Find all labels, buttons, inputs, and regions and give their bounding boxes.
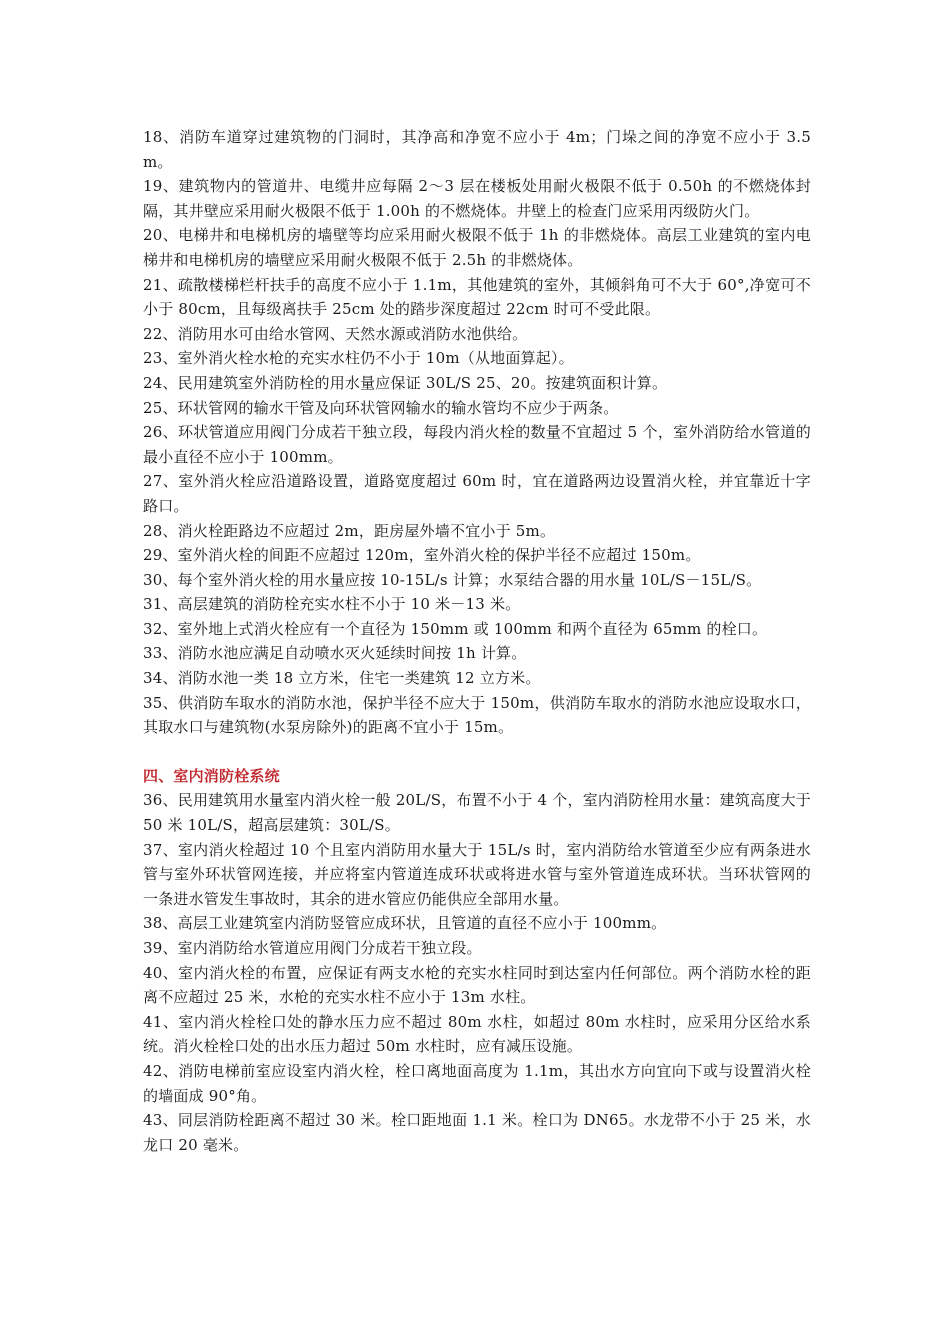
clause-30: 30、每个室外消火栓的用水量应按 10-15L/s 计算；水泵结合器的用水量 10L/S－15L/S。 (143, 570, 762, 589)
clause-27: 27、室外消火栓应沿道路设置，道路宽度超过 60m 时，宜在道路两边设置消火栓，并宜靠近十字路口。 (143, 472, 811, 515)
clause-28: 28、消火栓距路边不应超过 2m，距房屋外墙不宜小于 5m。 (143, 521, 556, 540)
clause-35: 35、供消防车取水的消防水池，保护半径不应大于 150m，供消防车取水的消防水池应设取水口，其取水口与建筑物(水泵房除外)的距离不宜小于 15m。 (143, 693, 811, 737)
clause-26: 26、环状管道应用阀门分成若干独立段，每段内消火栓的数量不宜超过 5 个，室外消防给水管道的最小直径不应小于 100mm。 (143, 423, 811, 466)
clause-37: 37、室内消火栓超过 10 个且室内消防用水量大于 15L/s 时，室内消防给水管道至少应有两条进水管与室外环状管网连接，并应将室内管道连成环状或将进水管与室外管道连成环状。当环状管网的一条进水管发生事故时，其余的进水管应仍能供应全部用水量。 (143, 840, 811, 908)
clause-33: 33、消防水池应满足自动喷水灭火延续时间按 1h 计算。 (143, 644, 527, 663)
clause-19: 19、建筑物内的管道井、电缆井应每隔 2～3 层在楼板处用耐火极限不低于 0.50h 的不燃烧体封隔，其井壁应采用耐火极限不低于 1.00h 的不燃烧体。井壁上的检查门应采用丙级防火门。 (143, 177, 811, 220)
clause-43: 43、同层消防栓距离不超过 30 米。栓口距地面 1.1 米。栓口为 DN65。水龙带不小于 25 米，水龙口 20 毫米。 (143, 1111, 811, 1154)
clause-42: 42、消防电梯前室应设室内消火栓，栓口离地面高度为 1.1m，其出水方向宜向下或与设置消火栓的墙面成 90°角。 (143, 1061, 811, 1105)
clause-23: 23、室外消火栓水枪的充实水柱仍不小于 10m（从地面算起）。 (143, 349, 574, 368)
clause-22: 22、消防用水可由给水管网、天然水源或消防水池供给。 (143, 324, 528, 343)
clause-list-indoor (143, 788, 811, 1157)
clause-40: 40、室内消火栓的布置，应保证有两支水枪的充实水柱同时到达室内任何部位。两个消防水栓的距离不应超过 25 米，水枪的充实水柱不应小于 13m 水柱。 (143, 963, 811, 1007)
clause-18: 18、消防车道穿过建筑物的门洞时，其净高和净宽不应小于 4m；门垛之间的净宽不应小于 3.5m。 (143, 128, 811, 171)
section-heading: 四、室内消防栓系统 (143, 766, 280, 785)
clause-32: 32、室外地上式消火栓应有一个直径为 150mm 或 100mm 和两个直径为 65mm 的栓口。 (143, 619, 768, 638)
document-page (143, 125, 811, 1157)
clause-41: 41、室内消火栓栓口处的静水压力应不超过 80m 水柱，如超过 80m 水柱时，应采用分区给水系统。消火栓栓口处的出水压力超过 50m 水柱时，应有减压设施。 (143, 1012, 811, 1056)
clause-20: 20、电梯井和电梯机房的墙壁等均应采用耐火极限不低于 1h 的非燃烧体。高层工业建筑的室内电梯井和电梯机房的墙壁应采用耐火极限不低于 2.5h 的非燃烧体。 (143, 226, 812, 269)
clause-21: 21、疏散楼梯栏杆扶手的高度不应小于 1.1m，其他建筑的室外，其倾斜角可不大于 60°,净宽可不小于 80cm，且每级离扶手 25cm 处的踏步深度超过 22cm 时可不受此限。 (143, 275, 811, 319)
clause-34: 34、消防水池一类 18 立方米，住宅一类建筑 12 立方米。 (143, 669, 541, 688)
clause-31: 31、高层建筑的消防栓充实水柱不小于 10 米－13 米。 (143, 595, 521, 614)
clause-39: 39、室内消防给水管道应用阀门分成若干独立段。 (143, 939, 482, 957)
clause-25: 25、环状管网的输水干管及向环状管网输水的输水管均不应少于两条。 (143, 398, 619, 417)
clause-list-outdoor (143, 125, 811, 740)
clause-36: 36、民用建筑用水量室内消火栓一般 20L/S，布置不小于 4 个，室内消防栓用水量：建筑高度大于 50 米 10L/S，超高层建筑：30L/S。 (143, 791, 811, 835)
section-gap (143, 740, 811, 764)
clause-24: 24、民用建筑室外消防栓的用水量应保证 30L/S 25、20。按建筑面积计算。 (143, 373, 668, 392)
clause-38: 38、高层工业建筑室内消防竖管应成环状，且管道的直径不应小于 100mm。 (143, 914, 667, 933)
clause-29: 29、室外消火栓的间距不应超过 120m，室外消火栓的保护半径不应超过 150m。 (143, 546, 701, 565)
